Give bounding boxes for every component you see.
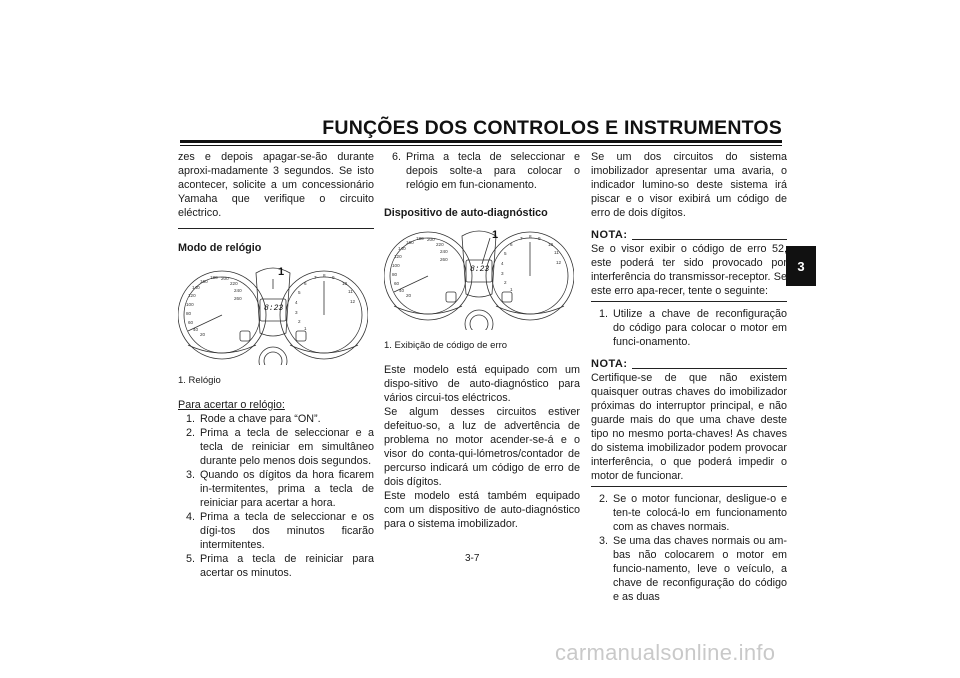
step-text: Rode a chave para “ON”. (200, 413, 321, 425)
instrument-panel-figure-clock (178, 263, 368, 365)
speed-tick: 140 (192, 285, 200, 290)
clock-steps-list (178, 412, 374, 580)
rpm-tick: 8 (529, 234, 532, 239)
speed-tick: 40 (193, 327, 199, 332)
rpm-tick: 6 (510, 242, 513, 247)
step-text: Utilize a chave de reconfiguração do código para colocar o motor em funci-onamento. (613, 308, 787, 348)
speed-tick: 220 (436, 242, 444, 247)
step-number: 3. (186, 469, 196, 481)
figure-callout-number: 1 (492, 229, 499, 241)
rpm-tick: 5 (504, 251, 507, 256)
speed-tick: 240 (234, 288, 242, 293)
list-item (384, 150, 580, 192)
rpm-tick: 8 (323, 273, 326, 278)
step-number: 1. (186, 413, 196, 425)
rpm-tick: 9 (332, 275, 335, 280)
paragraph: Este modelo está também equipado com um dispositivo de auto-diagnóstico para o sistema imobilizador. (384, 490, 580, 530)
speed-tick: 140 (398, 246, 406, 251)
speed-tick: 60 (394, 281, 400, 286)
step-number: 2. (186, 427, 196, 439)
instruction-title: Para acertar o relógio: (178, 399, 285, 411)
step-text: Se uma das chaves normais ou am-bas não colocarem o motor em funcio-namento, leve o veículo, a chave de reconfiguração do código e as duas (613, 535, 787, 603)
list-item (178, 412, 374, 426)
rpm-tick: 2 (298, 319, 301, 324)
immobilizer-steps (591, 307, 787, 349)
rpm-tick: 5 (298, 290, 301, 295)
column-1 (178, 150, 374, 580)
speed-tick: 100 (186, 302, 194, 307)
clock-display: 8:23 (470, 265, 490, 274)
step-text: Quando os dígitos da hora ficarem in-termitentes, prima a tecla de reiniciar para acertar a hora. (200, 469, 374, 509)
speed-tick: 260 (440, 257, 448, 262)
figure-caption: 1. Relógio (178, 375, 221, 386)
speed-tick: 40 (399, 288, 405, 293)
step-text: Prima a tecla de seleccionar e a tecla de reiniciar em simultâneo durante pelo menos dois segundos. (200, 427, 374, 467)
rpm-tick: 7 (314, 275, 317, 280)
list-item (178, 552, 374, 580)
rpm-tick: 11 (348, 289, 353, 294)
list-item (178, 510, 374, 552)
rpm-tick: 10 (342, 281, 348, 286)
speed-tick: 60 (188, 320, 194, 325)
rpm-tick: 12 (350, 299, 356, 304)
speed-tick: 200 (427, 237, 435, 242)
section-rule (178, 228, 374, 229)
speed-tick: 80 (392, 272, 398, 277)
rpm-tick: 12 (556, 260, 562, 265)
column-2 (384, 150, 580, 531)
speed-tick: 20 (406, 293, 412, 298)
speed-tick: 220 (230, 281, 238, 286)
step-number: 5. (186, 553, 196, 565)
note-rule (632, 239, 787, 240)
note-end-rule (591, 486, 787, 487)
figure-callout-number: 1 (278, 266, 285, 278)
speed-tick: 100 (392, 263, 400, 268)
list-item (178, 426, 374, 468)
rpm-tick: 1 (304, 326, 307, 331)
step-number: 1. (599, 308, 609, 320)
instrument-panel-figure-error-code (384, 228, 574, 330)
page-number: 3-7 (465, 553, 480, 564)
list-item (591, 307, 787, 349)
rpm-tick: 3 (295, 310, 298, 315)
list-item (591, 534, 787, 604)
intro-paragraph: Se um dos circuitos do sistema imobilizador apresentar uma avaria, o indicador lumino-so deste sistema irá piscar e o visor exibirá um código de erro de dois dígitos. (591, 151, 787, 219)
header-rule-thin (180, 145, 782, 146)
header-rule (180, 140, 782, 143)
paragraph: Este modelo está equipado com um dispo-sitivo de auto-diagnóstico para vários circui-tos eléctricos. (384, 364, 580, 404)
step-text: Se o motor funcionar, desligue-o e ten-te colocá-lo em funcionamento com as chaves normais. (613, 493, 787, 533)
rpm-tick: 4 (295, 300, 298, 305)
rpm-tick: 10 (548, 242, 554, 247)
rpm-tick: 9 (538, 236, 541, 241)
note-text: Certifique-se de que não existem quaisquer outras chaves do imobilizador próximas do interruptor principal, e não guarde mais do que uma chave deste tipo no mesmo porta-chaves! As chaves do sistema imobilizador podem provocar interferência, o que poderá impedir o motor de funcionar. (591, 372, 787, 482)
step-number: 6. (392, 151, 402, 163)
step-text: Prima a tecla de reiniciar para acertar os minutos. (200, 553, 374, 579)
step-number: 3. (599, 535, 609, 547)
page-title: FUNÇÕES DOS CONTROLOS E INSTRUMENTOS (322, 117, 782, 139)
paragraph: Se algum desses circuitos estiver defeituo-so, a luz de advertência de problema no motor acender-se-á e o visor do conta-qui-lómetros/contador de percurso indicará um código de erro de dois dígitos. (384, 406, 580, 488)
note-end-rule (591, 301, 787, 302)
clock-steps-continued (384, 150, 580, 192)
note-heading (591, 357, 787, 371)
speed-tick: 120 (188, 293, 196, 298)
list-item (591, 492, 787, 534)
rpm-tick: 1 (510, 287, 513, 292)
note-label: NOTA: (591, 358, 628, 370)
speed-tick: 260 (234, 296, 242, 301)
figure-caption: 1. Exibição de código de erro (384, 340, 508, 351)
rpm-tick: 3 (501, 271, 504, 276)
speed-tick: 200 (221, 276, 229, 281)
chapter-tab[interactable]: 3 (786, 246, 816, 286)
speed-tick: 120 (394, 254, 402, 259)
step-text: Prima a tecla de seleccionar e os dígi-tos dos minutos ficarão intermitentes. (200, 511, 374, 551)
speed-tick: 160 (200, 279, 208, 284)
note-text: Se o visor exibir o código de erro 52, este poderá ter sido provocado por interferência do transmissor-receptor. Se este erro apa-recer, tente o seguinte: (591, 243, 787, 297)
rpm-tick: 6 (304, 281, 307, 286)
speed-tick: 180 (210, 275, 218, 280)
note-label: NOTA: (591, 229, 628, 241)
section-heading-self-diagnosis: Dispositivo de auto-diagnóstico (384, 207, 548, 219)
note-heading (591, 228, 787, 242)
clock-display: 8:23 (264, 304, 284, 313)
speed-tick: 240 (440, 249, 448, 254)
rpm-tick: 2 (504, 280, 507, 285)
speed-tick: 80 (186, 311, 192, 316)
speed-tick: 160 (406, 240, 414, 245)
intro-paragraph: zes e depois apagar-se-ão durante aproxi-madamente 3 segundos. Se isto acontecer, solicite a um concessionário Yamaha que verifique o circuito eléctrico. (178, 151, 374, 219)
watermark-text: carmanualsonline.info (555, 640, 776, 665)
step-text: Prima a tecla de seleccionar e depois solte-a para colocar o relógio em fun-cionamento. (406, 151, 580, 191)
section-heading-clock-mode: Modo de relógio (178, 242, 262, 254)
immobilizer-steps-continued (591, 492, 787, 604)
list-item (178, 468, 374, 510)
note-rule (632, 368, 787, 369)
rpm-tick: 4 (501, 261, 504, 266)
rpm-tick: 7 (520, 236, 523, 241)
step-number: 4. (186, 511, 196, 523)
step-number: 2. (599, 493, 609, 505)
column-3 (591, 150, 787, 604)
speed-tick: 180 (416, 236, 424, 241)
speed-tick: 20 (200, 332, 206, 337)
rpm-tick: 11 (554, 250, 559, 255)
